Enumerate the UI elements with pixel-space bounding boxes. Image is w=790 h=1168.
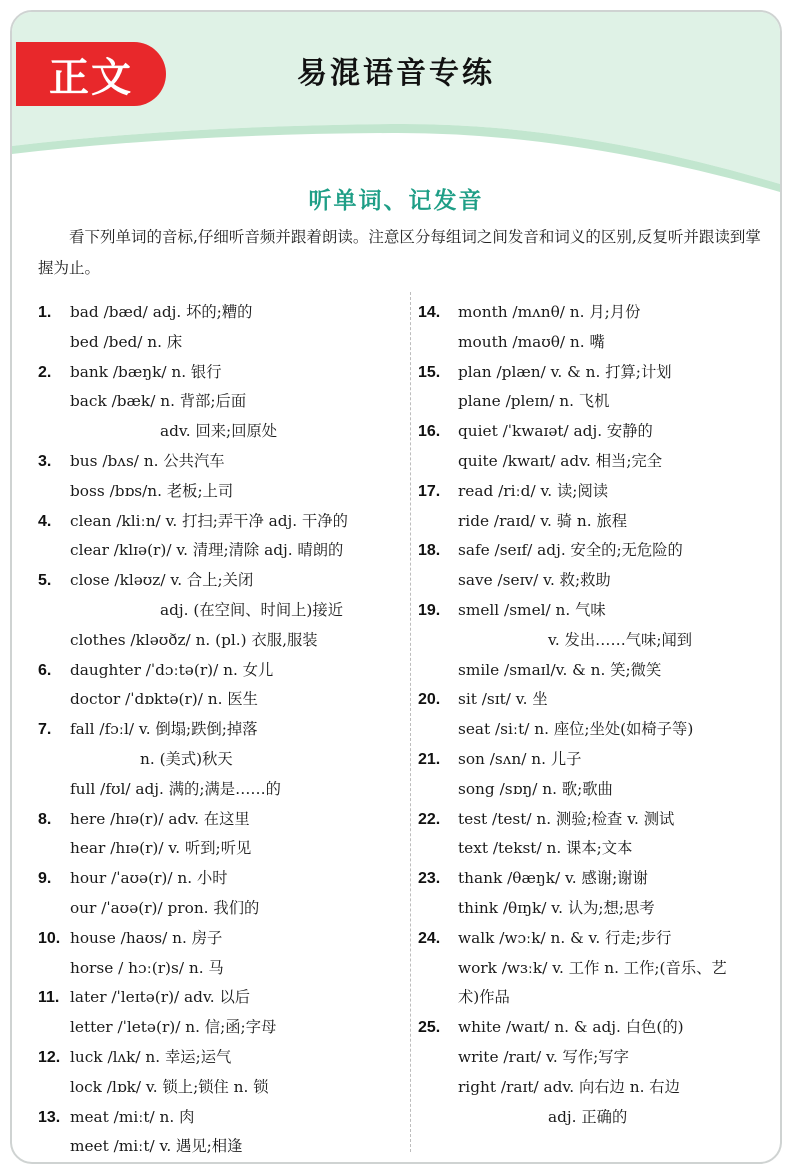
entry-text: quiet /ˈkwaɪət/ adj. 安静的 <box>458 422 653 441</box>
entry-number: 5. <box>38 572 52 590</box>
entry-text: bank /bæŋk/ n. 银行 <box>70 362 222 381</box>
entry-text: write /raɪt/ v. 写作;写字 <box>458 1047 629 1066</box>
entry-text: test /test/ n. 测验;检查 v. 测试 <box>458 809 675 828</box>
entry-text: plan /plæn/ v. & n. 打算;计划 <box>458 362 672 381</box>
entry-number: 12. <box>38 1048 61 1066</box>
word-entry-line <box>38 1073 404 1103</box>
entry-text: fall /fɔːl/ v. 倒塌;跌倒;掉落 <box>70 720 258 739</box>
word-entry-line <box>38 566 404 596</box>
word-entry-line <box>38 507 404 537</box>
entry-text: clean /kliːn/ v. 打扫;弄干净 adj. 干净的 <box>70 511 348 530</box>
entry-number: 13. <box>38 1108 61 1126</box>
word-entry-line <box>38 1132 404 1162</box>
entry-text: white /waɪt/ n. & adj. 白色(的) <box>458 1018 684 1037</box>
word-entry-line <box>38 1043 404 1073</box>
entry-text: mouth /maʊθ/ n. 嘴 <box>458 332 605 351</box>
word-entry-line <box>418 834 778 864</box>
word-entry-line <box>38 626 404 656</box>
entry-text: adv. 回来;回原处 <box>160 422 278 441</box>
word-entry-line <box>38 745 404 775</box>
word-entry-line <box>418 924 778 954</box>
entry-number: 15. <box>418 363 441 381</box>
entry-text: 术)作品 <box>458 988 510 1007</box>
entry-number: 1. <box>38 304 52 321</box>
word-entry-line <box>38 983 404 1013</box>
section-tag: 正文 <box>16 42 166 106</box>
word-entry-line <box>38 447 404 477</box>
entry-number: 17. <box>418 482 441 500</box>
word-entry-line <box>418 626 778 656</box>
entry-text: sit /sɪt/ v. 坐 <box>458 690 548 709</box>
word-entry-line <box>38 1013 404 1043</box>
word-entry-line <box>418 566 778 596</box>
entry-text: hear /hɪə(r)/ v. 听到;听见 <box>70 839 252 858</box>
entry-number: 3. <box>38 452 52 470</box>
entry-text: lock /lɒk/ v. 锁上;锁住 n. 锁 <box>70 1077 269 1096</box>
page-title: 易混语音专练 <box>297 56 495 91</box>
column-divider <box>410 292 411 1152</box>
entry-text: clear /klɪə(r)/ v. 清理;清除 adj. 晴朗的 <box>70 541 344 560</box>
word-entry-line <box>418 1073 778 1103</box>
entry-text: n. (美式)秋天 <box>140 749 233 768</box>
entry-text: doctor /ˈdɒktə(r)/ n. 医生 <box>70 690 258 709</box>
entry-text: right /raɪt/ adv. 向右边 n. 右边 <box>458 1077 680 1096</box>
entry-text: hour /ˈaʊə(r)/ n. 小时 <box>70 869 228 888</box>
entry-text: quite /kwaɪt/ adv. 相当;完全 <box>458 451 663 470</box>
entry-text: seat /siːt/ n. 座位;坐处(如椅子等) <box>458 720 694 739</box>
word-entry-line <box>38 775 404 805</box>
entry-text: house /haʊs/ n. 房子 <box>70 928 223 947</box>
entry-number: 11. <box>38 989 60 1007</box>
word-entry-line <box>418 745 778 775</box>
word-entry-line <box>418 983 778 1013</box>
entry-text: safe /seɪf/ adj. 安全的;无危险的 <box>458 541 683 560</box>
word-entry-line <box>418 685 778 715</box>
word-entry-line <box>418 447 778 477</box>
entry-text: adj. 正确的 <box>548 1107 628 1126</box>
entry-text: smile /smaɪl/v. & n. 笑;微笑 <box>458 660 662 679</box>
entry-text: ride /raɪd/ v. 骑 n. 旅程 <box>458 511 628 530</box>
entry-text: bad /bæd/ adj. 坏的;糟的 <box>70 303 253 321</box>
word-entry-line <box>418 954 778 984</box>
word-entry-line <box>38 894 404 924</box>
entry-text: full /fʊl/ adj. 满的;满是……的 <box>70 779 281 798</box>
entry-number: 6. <box>38 661 52 679</box>
word-entry-line <box>418 1013 778 1043</box>
entry-number: 2. <box>38 363 52 381</box>
entry-text: meet /miːt/ v. 遇见;相逢 <box>70 1137 243 1156</box>
word-entry-line <box>418 417 778 447</box>
entry-number: 4. <box>38 512 52 530</box>
section-subtitle: 听单词、记发音 <box>308 187 484 214</box>
word-entry-line <box>38 387 404 417</box>
entry-text: save /seɪv/ v. 救;救助 <box>458 571 611 590</box>
entry-number: 9. <box>38 870 52 888</box>
entry-text: son /sʌn/ n. 儿子 <box>458 749 582 768</box>
entry-text: walk /wɔːk/ n. & v. 行走;步行 <box>458 928 672 947</box>
left-word-column <box>38 298 404 1162</box>
entry-text: read /riːd/ v. 读;阅读 <box>458 481 609 500</box>
entry-text: horse / hɔː(r)s/ n. 马 <box>70 958 224 977</box>
word-entry-line <box>38 656 404 686</box>
word-entry-line <box>38 328 404 358</box>
entry-text: back /bæk/ n. 背部;后面 <box>70 392 247 411</box>
word-entry-line <box>418 477 778 507</box>
word-entry-line <box>38 358 404 388</box>
entry-text: thank /θæŋk/ v. 感谢;谢谢 <box>458 869 648 888</box>
word-entry-line <box>38 298 404 328</box>
entry-text: song /sɒŋ/ n. 歌;歌曲 <box>458 779 613 798</box>
word-entry-line <box>38 715 404 745</box>
entry-number: 7. <box>38 721 52 739</box>
entry-number: 22. <box>418 810 441 828</box>
entry-text: meat /miːt/ n. 肉 <box>70 1107 195 1126</box>
word-entry-line <box>418 864 778 894</box>
word-entry-line <box>38 536 404 566</box>
entry-text: bus /bʌs/ n. 公共汽车 <box>70 451 225 470</box>
word-entry-line <box>418 775 778 805</box>
word-entry-line <box>418 1103 778 1133</box>
entry-number: 21. <box>418 750 441 768</box>
word-entry-line <box>418 656 778 686</box>
entry-text: smell /smel/ n. 气味 <box>458 600 606 619</box>
entry-text: daughter /ˈdɔːtə(r)/ n. 女儿 <box>70 660 274 679</box>
entry-text: later /ˈleɪtə(r)/ adv. 以后 <box>70 988 251 1007</box>
entry-number: 8. <box>38 810 52 828</box>
entry-number: 10. <box>38 929 61 947</box>
entry-text: month /mʌnθ/ n. 月;月份 <box>458 303 641 321</box>
entry-number: 20. <box>418 691 441 709</box>
word-entry-line <box>38 417 404 447</box>
entry-text: adj. (在空间、时间上)接近 <box>160 600 343 619</box>
entry-number: 23. <box>418 870 441 888</box>
word-entry-line <box>418 596 778 626</box>
right-word-column <box>418 298 778 1132</box>
page-frame <box>10 10 782 1164</box>
word-entry-line <box>418 298 778 328</box>
word-entry-line <box>418 894 778 924</box>
word-entry-line <box>418 328 778 358</box>
entry-text: here /hɪə(r)/ adv. 在这里 <box>70 809 250 828</box>
word-entry-line <box>38 924 404 954</box>
header-band <box>12 12 780 202</box>
word-entry-line <box>418 358 778 388</box>
word-entry-line <box>418 507 778 537</box>
entry-text: plane /pleɪn/ n. 飞机 <box>458 392 610 411</box>
word-entry-line <box>418 387 778 417</box>
word-entry-line <box>38 596 404 626</box>
entry-text: close /kləʊz/ v. 合上;关闭 <box>70 571 254 590</box>
entry-number: 25. <box>418 1019 441 1037</box>
entry-number: 14. <box>418 304 441 321</box>
entry-number: 16. <box>418 423 441 441</box>
word-entry-line <box>38 834 404 864</box>
intro-paragraph: 看下列单词的音标,仔细听音频并跟着朗读。注意区分每组词之间发音和词义的区别,反复听并跟读到掌握为止。 <box>38 228 761 277</box>
word-entry-line <box>418 805 778 835</box>
word-entry-line <box>38 864 404 894</box>
entry-text: boss /bɒs/n. 老板;上司 <box>70 481 234 500</box>
entry-text: think /θɪŋk/ v. 认为;想;思考 <box>458 898 655 917</box>
entry-number: 19. <box>418 601 441 619</box>
word-entry-line <box>38 477 404 507</box>
entry-text: text /tekst/ n. 课本;文本 <box>458 839 633 858</box>
entry-text: luck /lʌk/ n. 幸运;运气 <box>70 1047 232 1066</box>
word-entry-line <box>418 715 778 745</box>
entry-text: letter /ˈletə(r)/ n. 信;函;字母 <box>70 1018 277 1037</box>
word-entry-line <box>38 805 404 835</box>
entry-text: clothes /kləʊðz/ n. (pl.) 衣服,服装 <box>70 630 318 649</box>
entry-number: 24. <box>418 929 441 947</box>
entry-text: bed /bed/ n. 床 <box>70 332 183 351</box>
word-entry-line <box>418 1043 778 1073</box>
word-entry-line <box>38 685 404 715</box>
entry-text: our /ˈaʊə(r)/ pron. 我们的 <box>70 898 260 917</box>
entry-text: work /wɜːk/ v. 工作 n. 工作;(音乐、艺 <box>458 958 727 977</box>
word-entry-line <box>38 954 404 984</box>
word-entry-line <box>38 1103 404 1133</box>
word-entry-line <box>418 536 778 566</box>
entry-number: 18. <box>418 542 441 560</box>
entry-text: v. 发出……气味;闻到 <box>548 630 693 649</box>
